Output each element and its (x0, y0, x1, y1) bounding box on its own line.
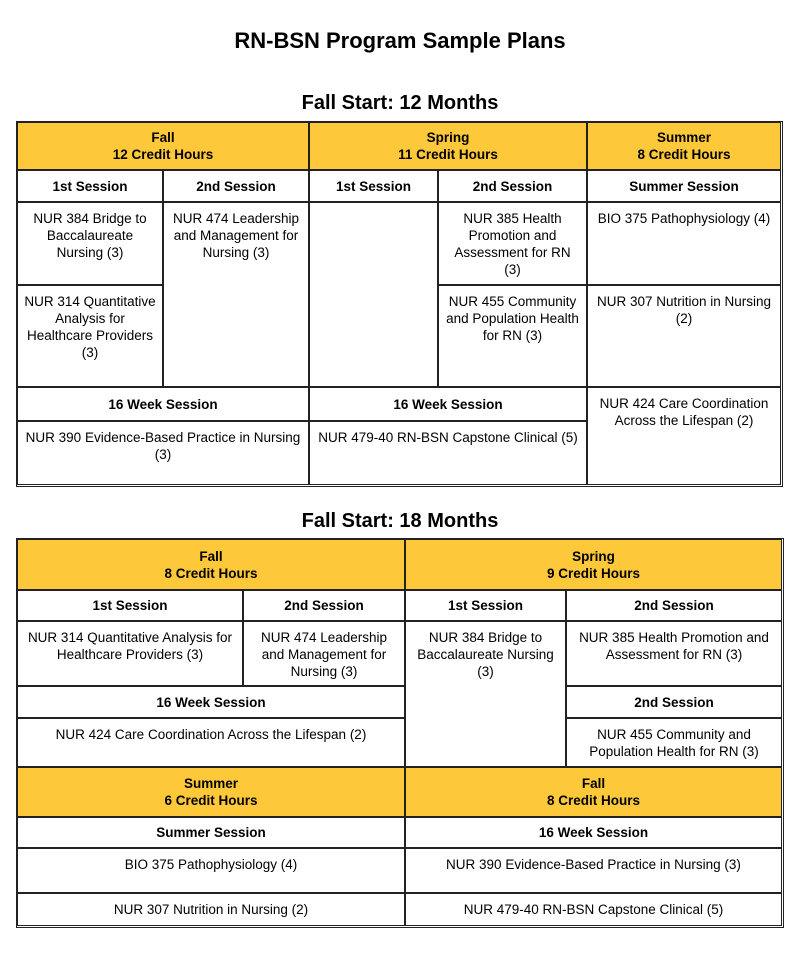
session-header: 2nd Session (243, 590, 405, 621)
session-header-16-week: 16 Week Session (17, 686, 405, 718)
course-cell: NUR 479-40 RN-BSN Capstone Clinical (5) (309, 421, 587, 485)
term-name: Summer (656, 130, 712, 145)
term-header-fall (17, 122, 309, 170)
course-cell: NUR 314 Quantitative Analysis for Healthcare Providers (3) (17, 621, 243, 686)
term-header-fall-2 (405, 767, 782, 817)
term-header-summer (17, 767, 405, 817)
course-cell: BIO 375 Pathophysiology (4) (17, 848, 405, 893)
course-cell: NUR 385 Health Promotion and Assessment for RN (3) (438, 202, 587, 285)
term-name: Fall (581, 776, 606, 791)
course-cell: NUR 479-40 RN-BSN Capstone Clinical (5) (405, 893, 782, 926)
course-cell: NUR 314 Quantitative Analysis for Healthcare Providers (3) (17, 285, 163, 387)
session-header-16-week: 16 Week Session (309, 387, 587, 421)
term-name: Spring (572, 548, 615, 564)
session-header: 2nd Session (566, 686, 782, 718)
course-cell: NUR 385 Health Promotion and Assessment for RN (3) (566, 621, 782, 686)
session-header: Summer Session (587, 170, 781, 202)
session-header: 2nd Session (566, 590, 782, 621)
course-cell: NUR 455 Community and Population Health for RN (3) (566, 718, 782, 767)
course-cell: BIO 375 Pathophysiology (4) (587, 202, 781, 285)
term-name: Fall (151, 130, 175, 145)
term-header-fall (17, 539, 405, 590)
course-cell: NUR 390 Evidence-Based Practice in Nursing (3) (17, 421, 309, 485)
session-header: 2nd Session (438, 170, 587, 202)
session-header-16-week: 16 Week Session (17, 387, 309, 421)
session-header: 1st Session (17, 590, 243, 621)
course-cell: NUR 307 Nutrition in Nursing (2) (17, 893, 405, 926)
page-title: RN-BSN Program Sample Plans (234, 28, 566, 53)
session-header: 1st Session (17, 170, 163, 202)
course-cell: NUR 384 Bridge to Baccalaureate Nursing (3) (405, 621, 566, 767)
plan-12-table (16, 121, 783, 487)
plan-18-title: Fall Start: 18 Months (301, 510, 499, 532)
term-header-spring (405, 539, 782, 590)
term-credits: 11 Credit Hours (398, 147, 498, 162)
session-header: Summer Session (17, 817, 405, 848)
term-credits: 8 Credit Hours (164, 565, 258, 581)
term-credits: 12 Credit Hours (112, 147, 214, 162)
plan-18-table (16, 538, 784, 928)
course-cell: NUR 390 Evidence-Based Practice in Nursing (3) (405, 848, 782, 893)
term-credits: 6 Credit Hours (164, 793, 258, 808)
session-header: 1st Session (309, 170, 438, 202)
course-cell: NUR 307 Nutrition in Nursing (2) (587, 285, 781, 387)
session-header: 1st Session (405, 590, 566, 621)
term-header-spring (309, 122, 587, 170)
course-cell: NUR 384 Bridge to Baccalaureate Nursing (3) (17, 202, 163, 285)
session-header-16-week: 16 Week Session (405, 817, 782, 848)
course-cell: NUR 455 Community and Population Health for RN (3) (438, 285, 587, 387)
term-credits: 9 Credit Hours (546, 565, 641, 581)
session-header: 2nd Session (163, 170, 309, 202)
term-name: Spring (426, 130, 470, 145)
plan-12-title: Fall Start: 12 Months (301, 92, 499, 114)
term-name: Fall (199, 548, 223, 564)
course-cell-empty (309, 202, 438, 387)
term-name: Summer (183, 776, 239, 791)
course-cell: NUR 424 Care Coordination Across the Lifespan (2) (17, 718, 405, 767)
course-cell: NUR 474 Leadership and Management for Nursing (3) (243, 621, 405, 686)
course-cell: NUR 474 Leadership and Management for Nursing (3) (163, 202, 309, 387)
term-credits: 8 Credit Hours (546, 793, 641, 808)
course-cell: NUR 424 Care Coordination Across the Lifespan (2) (587, 387, 781, 485)
term-header-summer (587, 122, 781, 170)
term-credits: 8 Credit Hours (637, 147, 731, 162)
